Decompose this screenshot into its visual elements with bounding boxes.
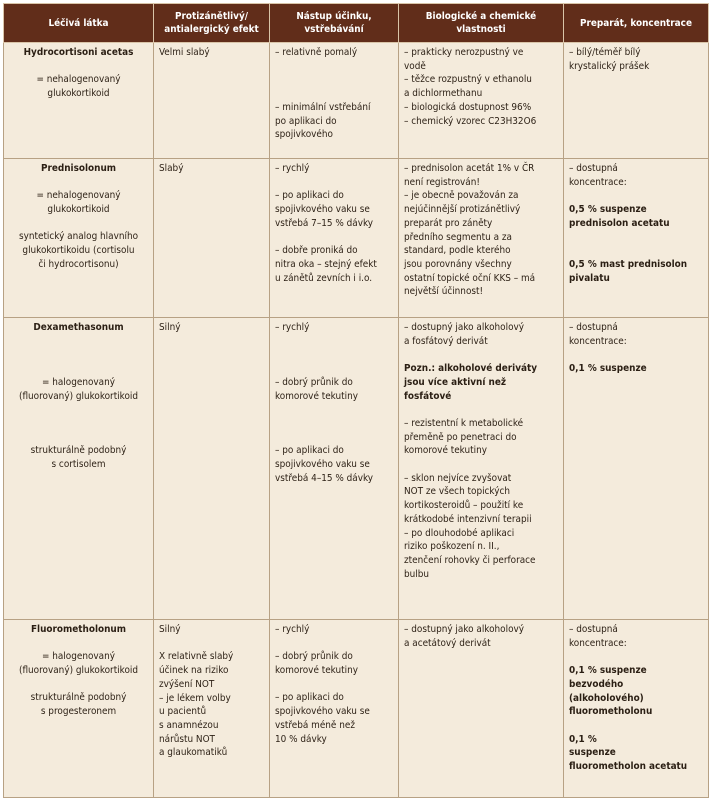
absorption-text: – po aplikaci do spojivkového vaku se vstřebá 7–15 % dávky: [275, 190, 374, 229]
penetration-text: – dobře proniká do nitra oka – stejný efekt u zánětů zevních i i.o.: [275, 245, 377, 284]
header-row: [4, 4, 709, 43]
onset-cell: [270, 43, 399, 159]
properties-text: – dostupný jako alkoholový a fosfátový derivát: [404, 322, 525, 347]
header-preparation: Preparát, koncentrace: [564, 4, 709, 43]
substance-description: = nehalogenovaný glukokortikoid: [36, 74, 121, 100]
header-properties: Biologické a chemické vlastnosti: [399, 4, 564, 43]
properties-cell: [399, 620, 564, 798]
substance-cell: [4, 43, 154, 159]
substance-note: strukturálně podobný s progesteronem: [30, 692, 127, 718]
properties-note: Pozn.: alkoholové deriváty jsou více aktivní než fosfátové: [404, 363, 538, 402]
effect-cell: [154, 43, 270, 159]
effect-strength: Velmi slabý: [159, 47, 210, 58]
preparation-option: 0,1 % suspenze fluorometholon acetatu: [569, 733, 688, 772]
header-substance: Léčivá látka: [4, 4, 154, 43]
preparation-option: 0,1 % suspenze: [569, 363, 647, 375]
table-row: [4, 620, 709, 798]
preparation-text: – dostupná koncentrace:: [569, 322, 627, 347]
onset-text: – rychlý: [275, 322, 310, 333]
table-row: [4, 318, 709, 620]
header-onset: Nástup účinku, vstřebávání: [270, 4, 399, 43]
preparation-text: – dostupná koncentrace:: [569, 624, 627, 649]
preparation-text: – dostupná koncentrace:: [569, 163, 627, 188]
substance-name: Hydrocortisoni acetas: [23, 47, 134, 58]
preparation-option: 0,1 % suspenze bezvodého (alkoholového) fluorometholonu: [569, 665, 653, 718]
onset-text: – rychlý: [275, 624, 310, 635]
substance-cell: [4, 318, 154, 620]
preparation-cell: [564, 318, 709, 620]
substance-description: = halogenovaný (fluorovaný) glukokortikoid: [18, 376, 138, 402]
substance-description: = nehalogenovaný glukokortikoid: [36, 190, 121, 216]
onset-cell: [270, 620, 399, 798]
preparation-text: – bílý/téměř bílý krystalický prášek: [569, 47, 650, 72]
properties-cell: [399, 159, 564, 318]
effect-cell: [154, 318, 270, 620]
corticosteroid-table: [3, 3, 709, 798]
preparation-cell: [564, 43, 709, 159]
table-row: [4, 43, 709, 159]
absorption-text: – minimální vstřebání po aplikaci do spojivkového: [275, 101, 371, 141]
properties-text: – sklon nejvíce zvyšovat NOT ze všech topických kortikosteroidů – použití ke krátkodobé intenzivní terapii – po dlouhodobé aplikaci riziko poškození n. II., ztenčení rohovky či perforace bulbu: [404, 472, 536, 580]
substance-note: syntetický analog hlavního glukokortikoidu (cortisolu či hydrocortisonu): [18, 231, 139, 270]
effect-cell: [154, 159, 270, 318]
substance-description: = halogenovaný (fluorovaný) glukokortikoid: [18, 651, 138, 677]
table-row: [4, 159, 709, 318]
properties-cell: [399, 318, 564, 620]
preparation-option: 0,5 % mast prednisolon pivalatu: [569, 258, 688, 284]
properties-cell: [399, 43, 564, 159]
effect-strength: Silný: [159, 322, 181, 333]
absorption-text: – po aplikaci do spojivkového vaku se vstřebá 4–15 % dávky: [275, 445, 374, 484]
substance-name: Prednisolonum: [40, 163, 117, 174]
absorption-text: – po aplikaci do spojivkového vaku se vstřebá méně než 10 % dávky: [275, 692, 370, 745]
properties-text: – dostupný jako alkoholový a acetátový derivát: [404, 624, 525, 649]
onset-cell: [270, 318, 399, 620]
substance-cell: [4, 159, 154, 318]
properties-text: – rezistentní k metabolické přeměně po penetraci do komorové tekutiny: [404, 417, 524, 457]
effect-note: X relativně slabý účinek na riziko zvýšení NOT – je lékem volby u pacientů s anamnézou nárůstu NOT a glaukomatiků: [159, 651, 234, 759]
effect-strength: Slabý: [159, 163, 184, 174]
penetration-text: – dobrý průnik do komorové tekutiny: [275, 651, 358, 677]
preparation-cell: [564, 620, 709, 798]
onset-text: – relativně pomalý: [275, 47, 358, 58]
effect-cell: [154, 620, 270, 798]
preparation-cell: [564, 159, 709, 318]
substance-name: Dexamethasonum: [33, 322, 124, 333]
penetration-text: – dobrý průnik do komorové tekutiny: [275, 376, 358, 402]
onset-cell: [270, 159, 399, 318]
substance-name: Fluorometholonum: [30, 624, 127, 635]
onset-text: – rychlý: [275, 163, 310, 174]
properties-text: – prakticky nerozpustný ve vodě – těžce rozpustný v ethanolu a dichlormethanu – biologická dostupnost 96% – chemický vzorec C23H32O6: [404, 47, 537, 127]
effect-strength: Silný: [159, 624, 181, 635]
header-effect: Protizánětlivý/ antialergický efekt: [154, 4, 270, 43]
substance-note: strukturálně podobný s cortisolem: [30, 445, 127, 470]
properties-text: – prednisolon acetát 1% v ČR není registrován! – je obecně považován za nejúčinnější protizánětlivý preparát pro záněty předního segmentu a za standard, podle kterého jsou porovnány všechny ostatní topické oční KKS – má největší účinnost!: [404, 163, 536, 298]
preparation-option: 0,5 % suspenze prednisolon acetatu: [569, 204, 670, 229]
substance-cell: [4, 620, 154, 798]
